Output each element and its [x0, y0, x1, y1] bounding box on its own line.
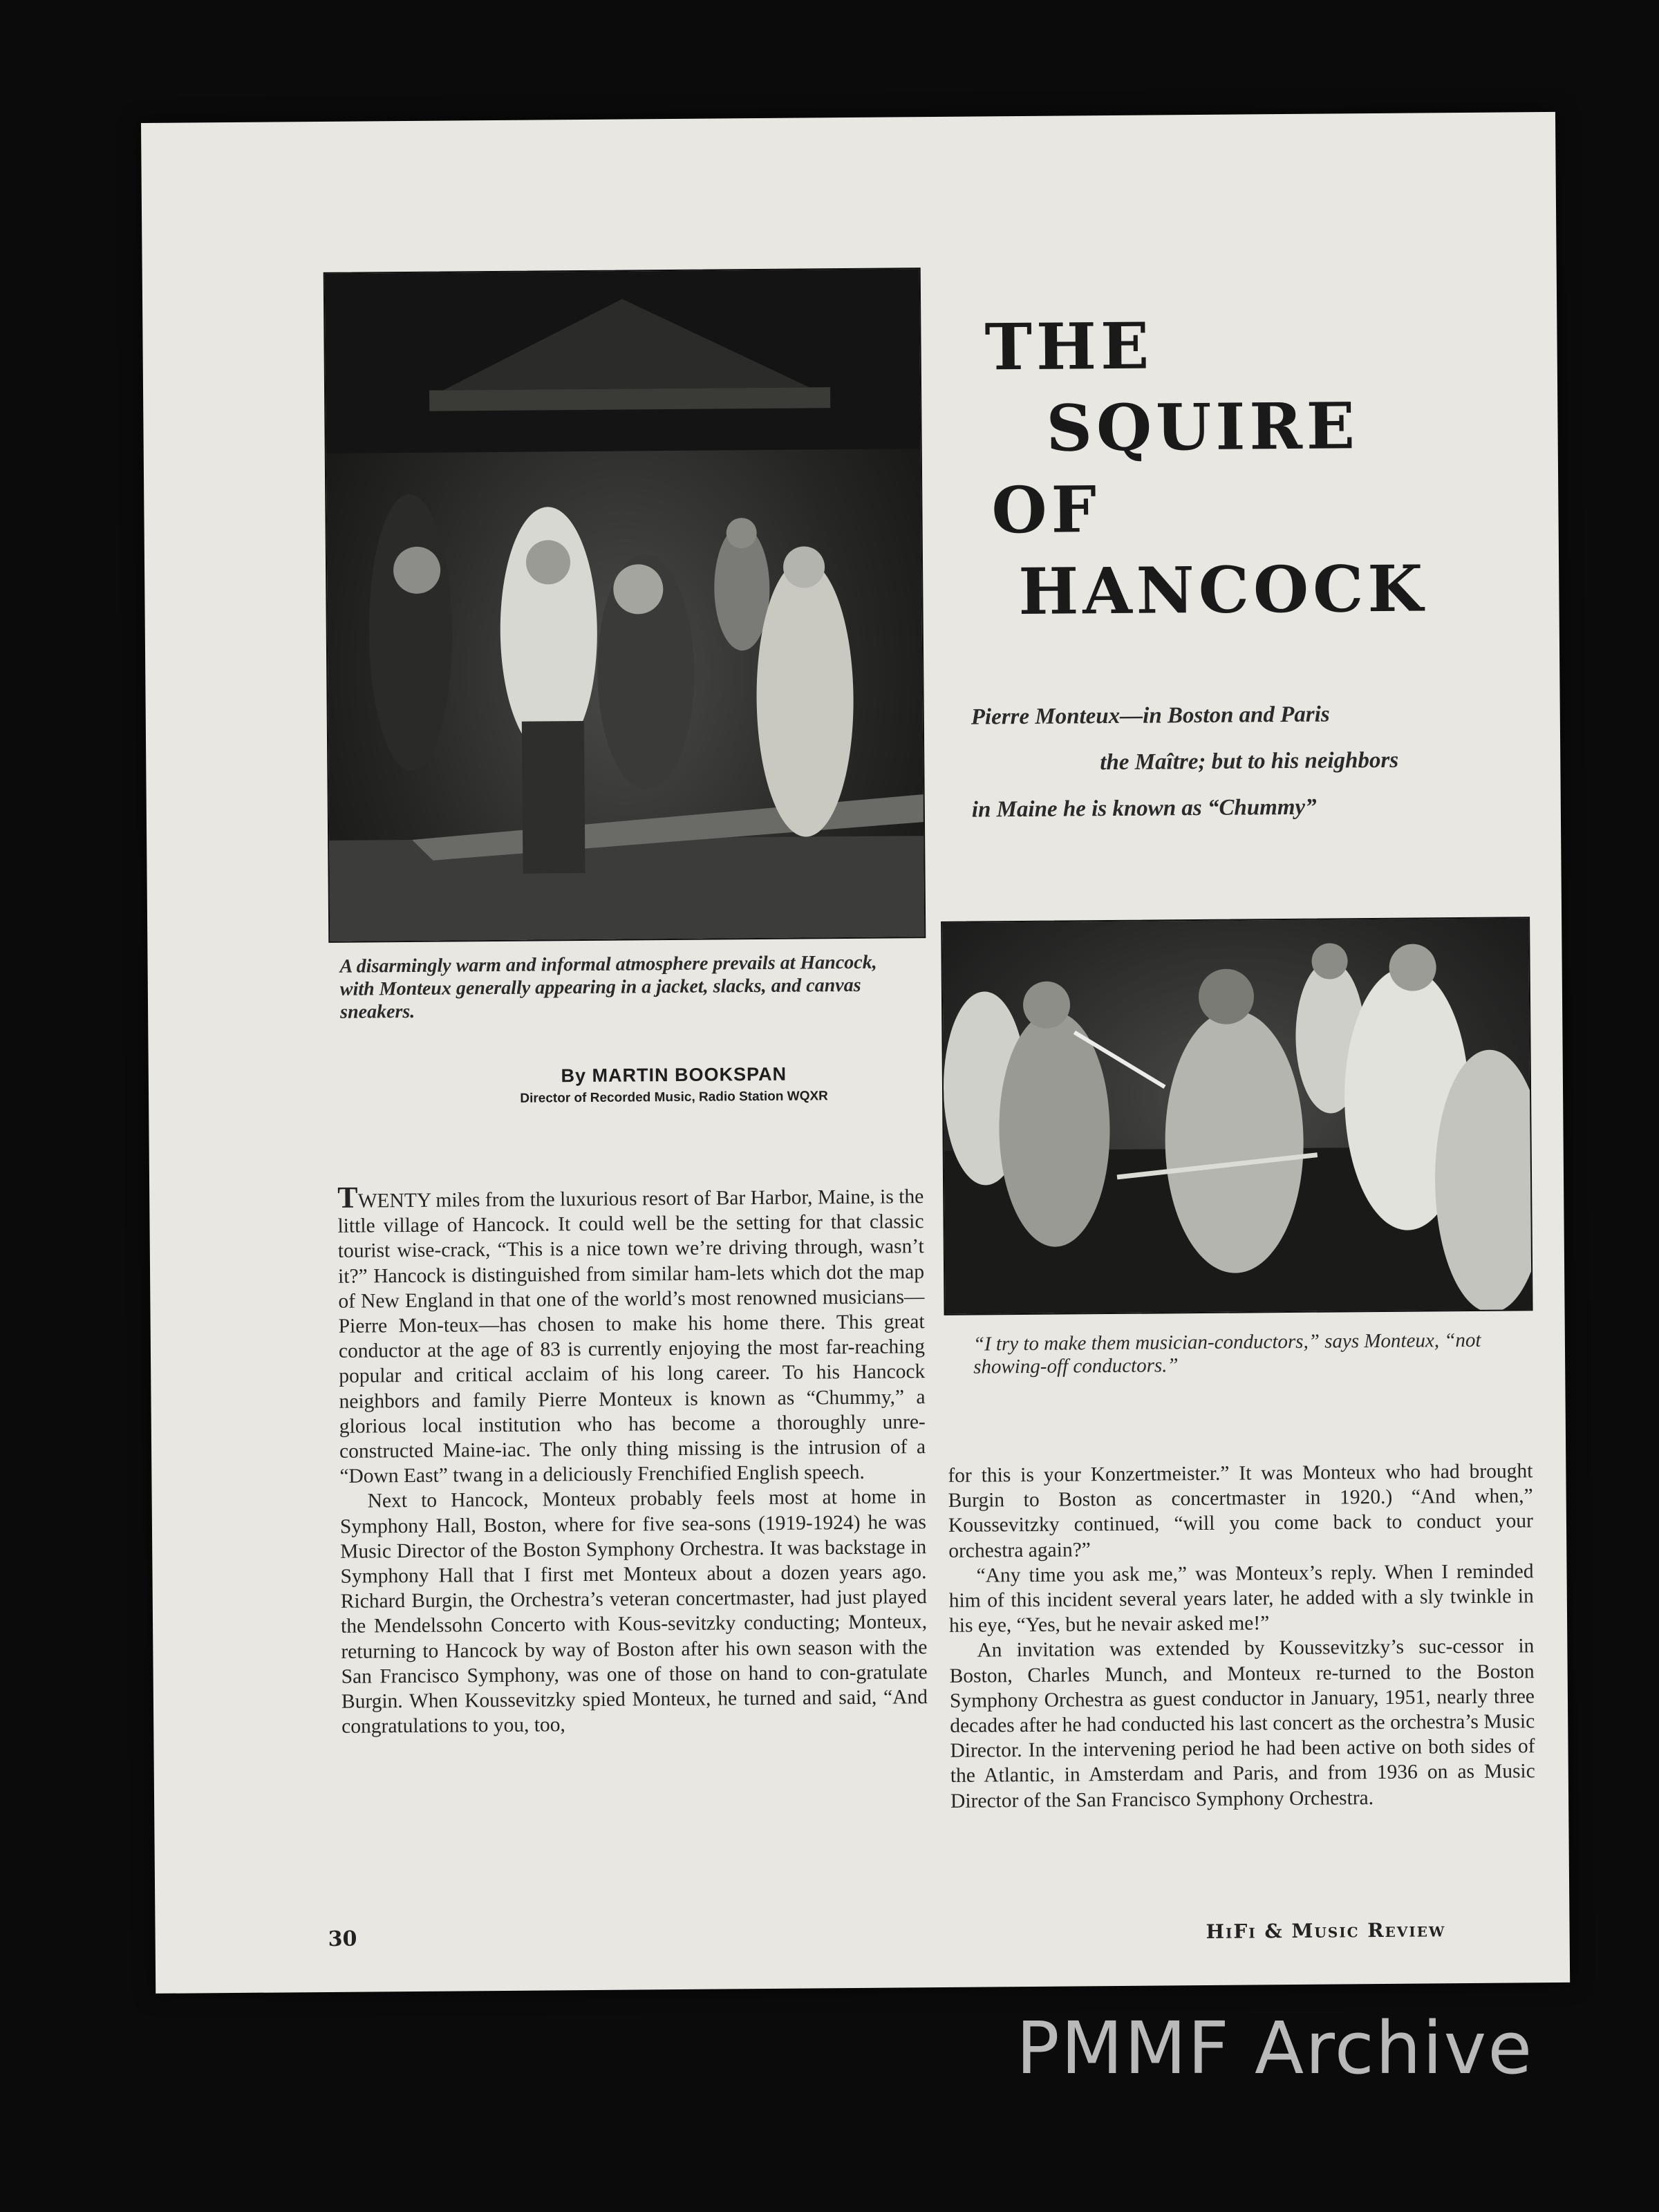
magazine-name: HiFi & Music Review [1206, 1918, 1446, 1943]
article-subtitle [971, 690, 1539, 833]
body-column-2 [948, 1459, 1535, 1813]
title-line-1: THE [984, 308, 1154, 385]
body-paragraph: Next to Hancock, Monteux probably feels most at home in Symphony Hall, Boston, where for five sea-sons (1919-1924) he was Music Director of the Boston Symphony Orchestra. It was backstage in Symphony Hall that I first met Monteux about a dozen years ago. Richard Burgin, the Orchestra’s veteran concertmaster, had just played the Mendelssohn Concerto with Kous-sevitzky conducting; Monteux, returning to Hancock by way of Boston after his own season with the San Francisco Symphony, was one of those on hand to con-gratulate Burgin. When Koussevitzky spied Monteux, he turned and said, “And congratulations to you, too, [339, 1485, 928, 1738]
photo1-caption: A disarmingly warm and informal atmosphere prevails at Hancock, with Monteux generally appearing in a jacket, slacks, and canvas sneakers. [339, 951, 877, 1023]
article-title [984, 302, 1468, 630]
subtitle-line-2: the Maître; but to his neighbors [1100, 747, 1399, 776]
subtitle-line-3: in Maine he is known as “Chummy” [971, 794, 1317, 823]
subtitle-line-1: Pierre Monteux—in Boston and Paris [971, 702, 1330, 730]
photo-conductors-class-image [942, 918, 1531, 1314]
paragraph-text: WENTY miles from the luxurious resort of Bar Harbor, Maine, is the little village of Hancock. It could well be the setting for that classic tourist wise-crack, “This is a nice town we’re driving through, wasn’t it?” Hancock is distinguished from similar ham-lets which dot the map of New England in that one of the world’s most renowned musicians—Pierre Mon-teux—has chosen to make his home there. This great conductor at the age of 83 is currently enjoying the most far-reaching popular and critical acclaim of his long career. To his Hancock neighbors and family Pierre Monteux is known as “Chummy,” a glorious local institution who has become a thoroughly unre-constructed Maine-iac. The only thing missing is the intrusion of a “Down East” twang in a deliciously Frenchified English speech. [337, 1185, 926, 1488]
author-role: Director of Recorded Music, Radio Station WQXR [520, 1089, 828, 1106]
magazine-page [141, 112, 1570, 1994]
photo-group-walking [324, 268, 926, 943]
photo-conductors-class [941, 917, 1533, 1315]
body-paragraph: “Any time you ask me,” was Monteux’s reply. When I reminded him of this incident several years later, he added with a sly twinkle in his eye, “Yes, but he nevair asked me!” [948, 1560, 1534, 1638]
photo2-caption: “I try to make them musician-conductors,” says Monteux, “not showing-off conductors.” [973, 1329, 1481, 1378]
body-column-1 [337, 1180, 928, 1739]
title-line-4: HANCOCK [1018, 551, 1427, 630]
body-paragraph [337, 1180, 926, 1489]
title-line-2: SQUIRE [1046, 388, 1360, 466]
photo-group-walking-image [325, 269, 925, 941]
author-name: By MARTIN BOOKSPAN [561, 1063, 787, 1087]
byline [480, 1063, 868, 1107]
body-paragraph: An invitation was extended by Koussevitzky’s suc-cessor in Boston, Charles Munch, and Monteux re-turned to the Boston Symphony Orchestra as guest conductor in January, 1951, nearly three decades after he had conducted his last concert as the orchestra’s Music Director. In the intervening period he had been active on both sides of the Atlantic, in Amsterdam and Paris, and from 1936 on as Music Director of the San Francisco Symphony Orchestra. [949, 1635, 1535, 1812]
archive-watermark: PMMF Archive [1016, 2006, 1534, 2090]
title-line-3: OF [991, 472, 1101, 548]
body-paragraph: for this is your Konzertmeister.” It was Monteux who had brought Burgin to Boston as concertmaster in 1920.) “And when,” Koussevitzky continued, “will you come back to conduct your orchestra again?” [948, 1460, 1534, 1562]
page-number: 30 [328, 1927, 357, 1951]
drop-cap: T [337, 1180, 358, 1215]
